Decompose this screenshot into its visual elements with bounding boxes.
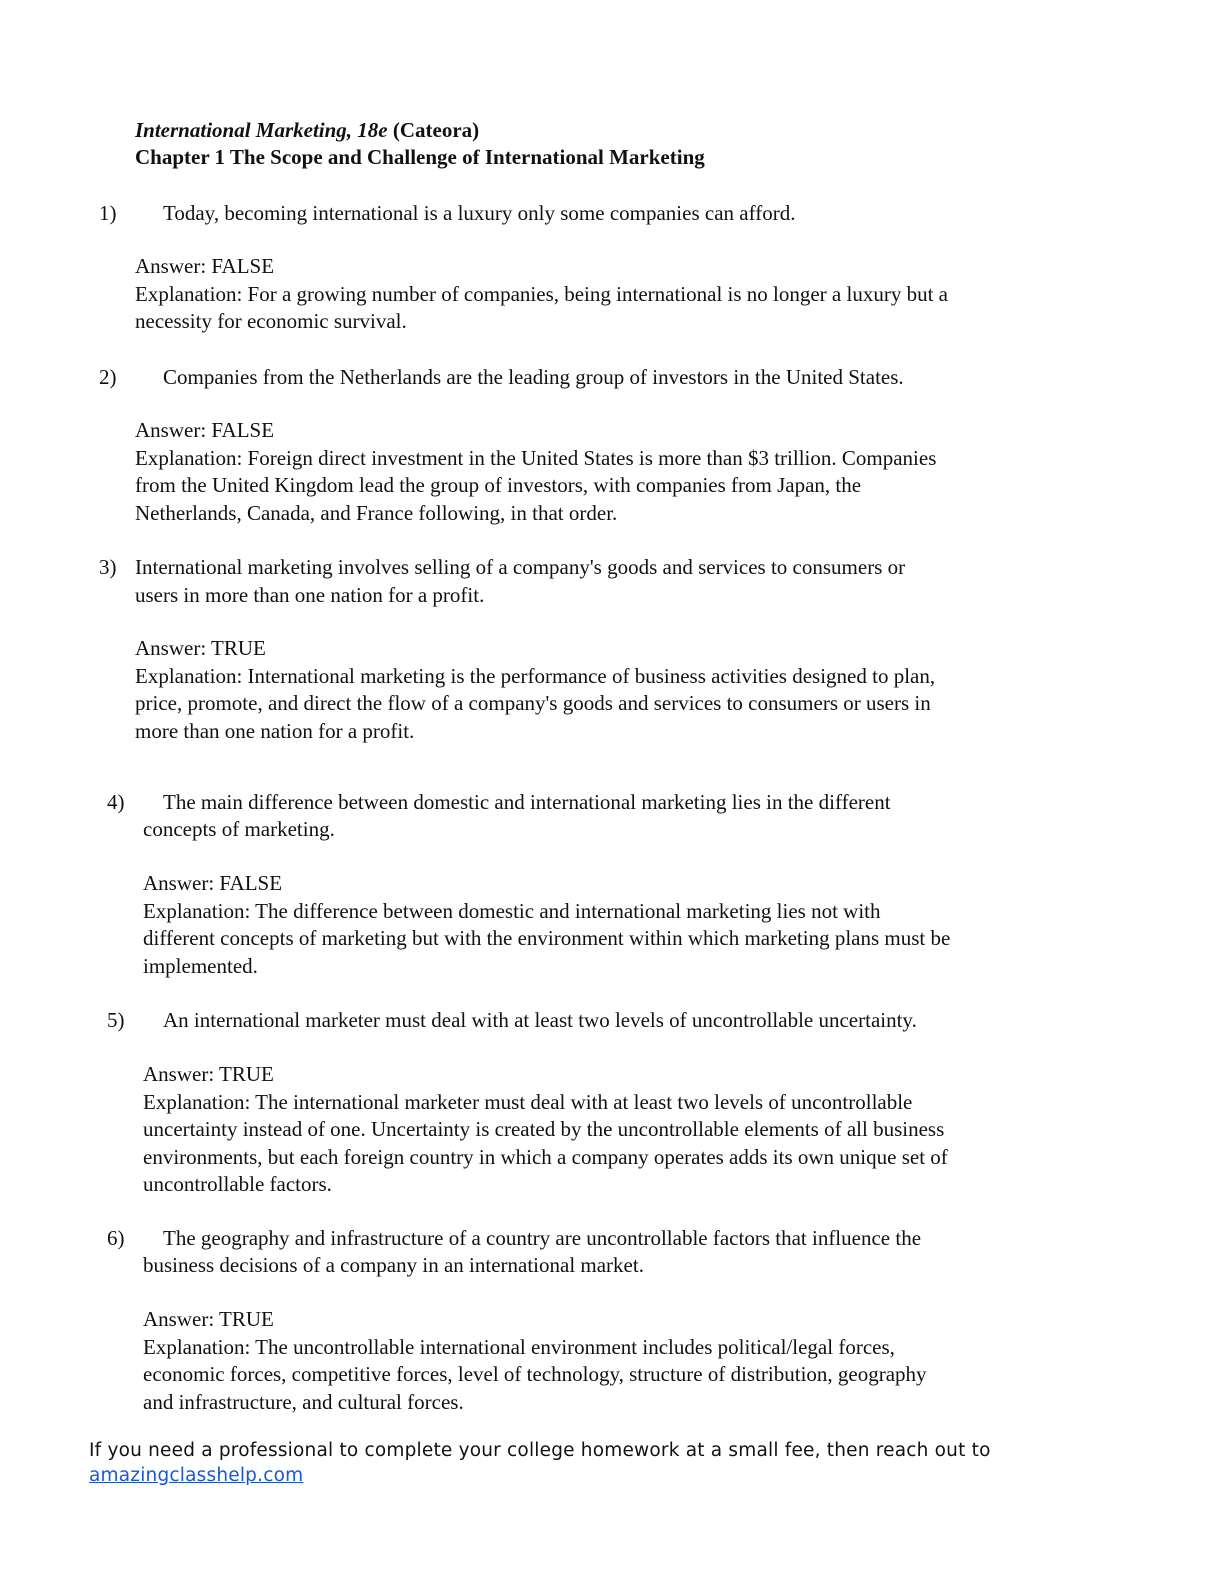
explanation-line: Explanation: The international marketer must deal with at least two levels of uncontrollable — [143, 1089, 913, 1114]
explanation-line: more than one nation for a profit. — [135, 718, 415, 743]
question-number: 4) — [107, 790, 125, 814]
question-number: 6) — [107, 1226, 125, 1250]
footer-link[interactable]: amazingclasshelp.com — [89, 1465, 304, 1486]
explanation-line: Explanation: The uncontrollable international environment includes political/legal forces, — [143, 1334, 895, 1359]
answer: Answer: TRUE — [143, 1062, 274, 1086]
answer: Answer: FALSE — [143, 871, 283, 895]
question-text: The main difference between domestic and international marketing lies in the different — [163, 790, 891, 814]
explanation-line: Netherlands, Canada, and France following, in that order. — [135, 500, 618, 525]
question-text: concepts of marketing. — [143, 817, 335, 841]
explanation-line: environments, but each foreign country in which a company operates adds its own unique set of — [143, 1144, 948, 1169]
answer: Answer: TRUE — [135, 636, 266, 660]
book-title-line — [135, 117, 479, 145]
question-text: Today, becoming international is a luxury only some companies can afford. — [163, 201, 796, 225]
chapter-title: Chapter 1 The Scope and Challenge of International Marketing — [135, 145, 705, 169]
question-text: The geography and infrastructure of a country are uncontrollable factors that influence the — [163, 1226, 922, 1250]
question-number: 3) — [99, 555, 117, 579]
explanation-line: uncontrollable factors. — [143, 1172, 332, 1196]
answer: Answer: TRUE — [143, 1307, 274, 1331]
question-answer-block — [143, 1061, 948, 1199]
question-text: business decisions of a company in an international market. — [143, 1253, 644, 1277]
explanation-line: Explanation: The difference between domestic and international marketing lies not with — [143, 898, 881, 923]
explanation-line: different concepts of marketing but with the environment within which marketing plans must be — [143, 926, 951, 950]
question-text: An international marketer must deal with at least two levels of uncontrollable uncertainty. — [163, 1008, 917, 1032]
question-answer-block — [143, 870, 950, 980]
book-author: (Cateora) — [392, 118, 480, 142]
question-number: 5) — [107, 1008, 125, 1032]
question-text-block — [135, 554, 905, 609]
answer: Answer: FALSE — [135, 254, 275, 278]
explanation-line: implemented. — [143, 953, 258, 978]
question-answer-block — [135, 253, 948, 336]
book-title: International Marketing, 18e — [135, 118, 388, 142]
question-number: 2) — [99, 365, 117, 389]
footer-text: If you need a professional to complete your college homework at a small fee, then reach out to — [89, 1440, 991, 1461]
question-text: users in more than one nation for a profit. — [135, 582, 485, 607]
explanation-line: uncertainty instead of one. Uncertainty is created by the uncontrollable elements of all business — [143, 1117, 945, 1141]
explanation-line: price, promote, and direct the flow of a company's goods and services to consumers or users in — [135, 691, 931, 715]
explanation-line: Explanation: International marketing is the performance of business activities designed to plan, — [135, 663, 936, 688]
question-text: International marketing involves selling of a company's goods and services to consumers or — [135, 555, 906, 579]
explanation-line: from the United Kingdom lead the group of investors, with companies from Japan, the — [135, 473, 862, 497]
answer: Answer: FALSE — [135, 418, 275, 442]
question-answer-block — [135, 635, 935, 745]
question-answer-block — [135, 417, 936, 527]
question-answer-block — [143, 1306, 927, 1416]
explanation-line: and infrastructure, and cultural forces. — [143, 1389, 464, 1414]
explanation-line: Explanation: For a growing number of companies, being international is no longer a luxury but a — [135, 281, 948, 306]
question-text: Companies from the Netherlands are the leading group of investors in the United States. — [163, 365, 904, 389]
explanation-line: Explanation: Foreign direct investment in the United States is more than $3 trillion. Companies — [135, 445, 937, 470]
question-number: 1) — [99, 201, 117, 225]
explanation-line: necessity for economic survival. — [135, 309, 407, 333]
explanation-line: economic forces, competitive forces, level of technology, structure of distribution, geography — [143, 1362, 927, 1386]
footer-note — [89, 1438, 991, 1488]
